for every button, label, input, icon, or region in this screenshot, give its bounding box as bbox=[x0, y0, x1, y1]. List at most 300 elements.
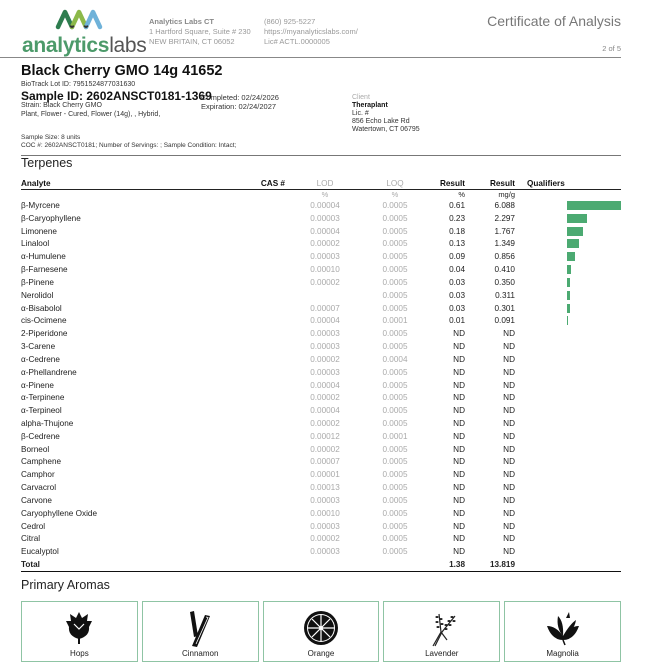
cas-number bbox=[234, 379, 285, 392]
analyte-name: α-Terpineol bbox=[21, 406, 62, 416]
unit-lod: % bbox=[321, 189, 329, 199]
qualifiers bbox=[515, 456, 567, 469]
result-mg: ND bbox=[503, 342, 515, 352]
analyte-name: β-Pinene bbox=[21, 277, 54, 287]
loq-value: 0.0005 bbox=[382, 277, 408, 287]
analyte-name: Limonene bbox=[21, 226, 57, 236]
coc-info: COC #: 2602ANSCT0181; Number of Servings: ; Sample Condition: Intact; bbox=[21, 142, 237, 149]
cas-number bbox=[234, 263, 285, 276]
result-bar-cell bbox=[567, 340, 621, 353]
qualifiers bbox=[515, 237, 567, 250]
aroma-label: Magnolia bbox=[546, 649, 579, 658]
cas-number bbox=[234, 366, 285, 379]
qualifiers bbox=[515, 353, 567, 366]
analyte-name: Carvone bbox=[21, 495, 52, 505]
result-mg: ND bbox=[503, 380, 515, 390]
cas-number bbox=[234, 417, 285, 430]
qualifiers bbox=[515, 481, 567, 494]
aroma-card-lavender bbox=[383, 601, 500, 662]
completed-date: Completed: 02/24/2026 bbox=[201, 93, 279, 102]
col-result-pct: Result bbox=[425, 178, 465, 189]
cas-number bbox=[234, 481, 285, 494]
result-bar-cell bbox=[567, 430, 621, 443]
client-name: Theraplant bbox=[352, 102, 388, 109]
lod-value: 0.00012 bbox=[310, 431, 340, 441]
result-mg: 0.311 bbox=[495, 290, 515, 300]
section-divider bbox=[21, 155, 621, 156]
qualifiers bbox=[515, 520, 567, 533]
loq-value: 0.0001 bbox=[382, 316, 408, 326]
cas-number bbox=[234, 276, 285, 289]
qualifiers bbox=[515, 417, 567, 430]
analyte-name: β-Farnesene bbox=[21, 265, 68, 275]
terpenes-section-title: Terpenes bbox=[21, 156, 73, 170]
qualifiers bbox=[515, 545, 567, 558]
lod-value: 0.00002 bbox=[310, 444, 340, 454]
cas-number bbox=[234, 353, 285, 366]
result-bar-cell bbox=[567, 199, 621, 212]
result-mg: 0.301 bbox=[494, 303, 515, 313]
loq-value: 0.0005 bbox=[382, 393, 408, 403]
lod-value: 0.00002 bbox=[310, 239, 340, 249]
analyte-name: 3-Carene bbox=[21, 342, 56, 352]
lod-value: 0.00002 bbox=[310, 418, 340, 428]
qualifiers bbox=[515, 225, 567, 238]
document-title: Certificate of Analysis bbox=[487, 13, 621, 29]
aroma-label: Hops bbox=[70, 649, 89, 658]
result-mg: ND bbox=[503, 495, 515, 505]
col-loq: LOQ bbox=[365, 178, 425, 189]
aroma-label: Cinnamon bbox=[181, 649, 219, 658]
loq-value: 0.0005 bbox=[382, 508, 408, 518]
qualifiers bbox=[515, 327, 567, 340]
loq-value: 0.0005 bbox=[382, 521, 408, 531]
table-row bbox=[21, 468, 621, 481]
lod-value: 0.00003 bbox=[310, 547, 340, 557]
table-header-row bbox=[21, 178, 621, 189]
result-bar-cell bbox=[567, 545, 621, 558]
result-bar-cell bbox=[567, 456, 621, 469]
loq-value: 0.0005 bbox=[382, 483, 408, 493]
loq-value: 0.0001 bbox=[382, 431, 408, 441]
cas-number bbox=[234, 289, 285, 302]
analyte-name: Borneol bbox=[21, 444, 50, 454]
loq-value: 0.0005 bbox=[382, 457, 408, 467]
strain-info bbox=[21, 102, 160, 119]
table-row bbox=[21, 225, 621, 238]
result-pct: ND bbox=[453, 495, 465, 505]
qualifiers bbox=[515, 276, 567, 289]
lod-value: 0.00004 bbox=[310, 316, 340, 326]
lab-address-line1: 1 Hartford Square, Suite # 230 bbox=[149, 27, 251, 36]
result-mg: ND bbox=[503, 393, 515, 403]
terpenes-table bbox=[21, 178, 621, 572]
lod-value: 0.00004 bbox=[310, 406, 340, 416]
result-pct: 0.13 bbox=[449, 239, 465, 249]
loq-value: 0.0005 bbox=[382, 470, 408, 480]
cas-number bbox=[234, 456, 285, 469]
result-bar-cell bbox=[567, 225, 621, 238]
analyte-name: Nerolidol bbox=[21, 290, 54, 300]
units-row bbox=[21, 189, 621, 199]
col-lod: LOD bbox=[285, 178, 365, 189]
loq-value: 0.0005 bbox=[382, 226, 408, 236]
analyte-name: alpha-Thujone bbox=[21, 418, 74, 428]
result-bar bbox=[567, 291, 570, 300]
lod-value: 0.00001 bbox=[310, 470, 340, 480]
result-bar-cell bbox=[567, 237, 621, 250]
table-row bbox=[21, 353, 621, 366]
aromas-list bbox=[21, 601, 621, 662]
analyte-name: 2-Piperidone bbox=[21, 329, 68, 339]
cas-number bbox=[234, 507, 285, 520]
lab-phone: (860) 925-5227 bbox=[264, 17, 316, 26]
lavender-icon bbox=[425, 610, 459, 648]
col-cas: CAS # bbox=[234, 178, 285, 189]
result-mg: 0.856 bbox=[494, 252, 515, 262]
result-pct: ND bbox=[453, 354, 465, 364]
result-mg: ND bbox=[503, 431, 515, 441]
lod-value: 0.00003 bbox=[310, 367, 340, 377]
analyte-name: Linalool bbox=[21, 239, 50, 249]
result-bar-cell bbox=[567, 507, 621, 520]
analyte-name: Citral bbox=[21, 534, 41, 544]
result-bar bbox=[567, 316, 568, 325]
loq-value: 0.0005 bbox=[382, 444, 408, 454]
qualifiers bbox=[515, 507, 567, 520]
sample-type: Plant, Flower - Cured, Flower (14g), , Hybrid, bbox=[21, 110, 161, 118]
total-loq bbox=[365, 558, 425, 571]
lod-value: 0.00004 bbox=[310, 380, 340, 390]
result-bar bbox=[567, 304, 570, 313]
result-mg: 2.297 bbox=[494, 213, 515, 223]
result-bar bbox=[567, 252, 575, 261]
lod-value: 0.00002 bbox=[310, 277, 340, 287]
loq-value: 0.0004 bbox=[382, 354, 408, 364]
lod-value: 0.00004 bbox=[310, 200, 340, 210]
result-bar bbox=[567, 278, 570, 287]
result-mg: ND bbox=[503, 457, 515, 467]
sample-size: Sample Size: 8 units bbox=[21, 134, 81, 141]
result-bar-cell bbox=[567, 379, 621, 392]
col-qualifiers: Qualifiers bbox=[515, 178, 567, 189]
header-divider bbox=[0, 57, 621, 58]
client-info bbox=[352, 94, 420, 134]
table-row bbox=[21, 417, 621, 430]
result-pct: ND bbox=[453, 380, 465, 390]
aromas-section-title: Primary Aromas bbox=[21, 578, 110, 592]
loq-value: 0.0005 bbox=[382, 329, 408, 339]
table-row bbox=[21, 545, 621, 558]
cas-number bbox=[234, 199, 285, 212]
loq-value: 0.0005 bbox=[382, 367, 408, 377]
result-bar-cell bbox=[567, 533, 621, 546]
total-qualifiers bbox=[515, 558, 567, 571]
magnolia-icon bbox=[544, 610, 582, 646]
result-bar-cell bbox=[567, 327, 621, 340]
result-bar-cell bbox=[567, 443, 621, 456]
cas-number bbox=[234, 443, 285, 456]
loq-value: 0.0005 bbox=[382, 534, 408, 544]
qualifiers bbox=[515, 340, 567, 353]
unit-result-pct: % bbox=[458, 189, 465, 199]
lab-name: Analytics Labs CT bbox=[149, 17, 215, 26]
loq-value: 0.0005 bbox=[382, 418, 408, 428]
cas-number bbox=[234, 314, 285, 327]
lod-value: 0.00010 bbox=[310, 265, 340, 275]
lod-value bbox=[285, 289, 365, 302]
result-pct: ND bbox=[453, 329, 465, 339]
result-bar bbox=[567, 227, 583, 236]
expiration-date: Expiration: 02/24/2027 bbox=[201, 102, 277, 111]
analyte-name: α-Cedrene bbox=[21, 354, 60, 364]
loq-value: 0.0005 bbox=[382, 200, 408, 210]
result-mg: ND bbox=[503, 329, 515, 339]
result-bar-cell bbox=[567, 263, 621, 276]
total-row bbox=[21, 558, 621, 571]
result-bar-cell bbox=[567, 404, 621, 417]
client-label: Client bbox=[352, 94, 370, 101]
result-mg: ND bbox=[503, 508, 515, 518]
lod-value: 0.00003 bbox=[310, 495, 340, 505]
logo-wordmark: analyticslabs bbox=[22, 34, 147, 57]
col-bar bbox=[567, 178, 621, 189]
analyte-name: β-Myrcene bbox=[21, 200, 60, 210]
table-row bbox=[21, 404, 621, 417]
total-mg: 13.819 bbox=[465, 558, 515, 571]
result-bar-cell bbox=[567, 494, 621, 507]
result-bar-cell bbox=[567, 481, 621, 494]
analyte-name: Eucalyptol bbox=[21, 547, 59, 557]
analyte-name: α-Terpinene bbox=[21, 393, 65, 403]
lod-value: 0.00002 bbox=[310, 354, 340, 364]
analyte-name: α-Bisabolol bbox=[21, 303, 62, 313]
result-pct: ND bbox=[453, 444, 465, 454]
col-result-mg: Result bbox=[465, 178, 515, 189]
result-bar-cell bbox=[567, 212, 621, 225]
lod-value: 0.00003 bbox=[310, 342, 340, 352]
unit-loq: % bbox=[391, 189, 399, 199]
table-row bbox=[21, 391, 621, 404]
total-lod bbox=[285, 558, 365, 571]
cas-number bbox=[234, 404, 285, 417]
cas-number bbox=[234, 533, 285, 546]
aroma-label: Lavender bbox=[425, 649, 459, 658]
client-license: Lic. # bbox=[352, 110, 369, 117]
table-row bbox=[21, 533, 621, 546]
qualifiers bbox=[515, 430, 567, 443]
lod-value: 0.00002 bbox=[310, 393, 340, 403]
result-bar-cell bbox=[567, 468, 621, 481]
strain-name: Strain: Black Cherry GMO bbox=[21, 102, 102, 109]
analyte-name: Carvacrol bbox=[21, 483, 57, 493]
result-pct: 0.09 bbox=[449, 252, 465, 262]
lod-value: 0.00003 bbox=[310, 252, 340, 262]
lab-license: Lic# ACTL.0000005 bbox=[264, 37, 330, 46]
result-mg: ND bbox=[503, 354, 515, 364]
analyte-name: α-Humulene bbox=[21, 252, 66, 262]
result-bar-cell bbox=[567, 314, 621, 327]
table-row bbox=[21, 289, 621, 302]
cas-number bbox=[234, 237, 285, 250]
result-pct: ND bbox=[453, 547, 465, 557]
table-row bbox=[21, 263, 621, 276]
table-row bbox=[21, 443, 621, 456]
cas-number bbox=[234, 302, 285, 315]
cas-number bbox=[234, 391, 285, 404]
result-pct: 0.03 bbox=[449, 303, 465, 313]
total-cas bbox=[234, 558, 285, 571]
result-mg: ND bbox=[503, 367, 515, 377]
qualifiers bbox=[515, 289, 567, 302]
result-pct: 0.04 bbox=[449, 265, 465, 275]
analyte-name: α-Phellandrene bbox=[21, 367, 77, 377]
lod-value: 0.00002 bbox=[310, 534, 340, 544]
result-pct: ND bbox=[453, 508, 465, 518]
result-bar-cell bbox=[567, 250, 621, 263]
cas-number bbox=[234, 545, 285, 558]
qualifiers bbox=[515, 468, 567, 481]
loq-value: 0.0005 bbox=[382, 252, 408, 262]
result-bar-cell bbox=[567, 302, 621, 315]
lod-value: 0.00004 bbox=[310, 226, 340, 236]
loq-value: 0.0005 bbox=[382, 303, 408, 313]
qualifiers bbox=[515, 533, 567, 546]
analyte-name: Cedrol bbox=[21, 521, 46, 531]
cas-number bbox=[234, 340, 285, 353]
table-row bbox=[21, 314, 621, 327]
biotrack-lot-id: BioTrack Lot ID: 7951524877031630 bbox=[21, 81, 136, 88]
result-mg: ND bbox=[503, 521, 515, 531]
qualifiers bbox=[515, 366, 567, 379]
result-mg: ND bbox=[503, 418, 515, 428]
total-label: Total bbox=[21, 558, 234, 571]
analyte-name: cis-Ocimene bbox=[21, 316, 67, 326]
product-title: Black Cherry GMO 14g 41652 bbox=[21, 63, 223, 79]
table-row bbox=[21, 237, 621, 250]
table-row bbox=[21, 520, 621, 533]
page-number: 2 of 5 bbox=[602, 44, 621, 53]
loq-value: 0.0005 bbox=[382, 213, 408, 223]
analytics-labs-logo bbox=[22, 8, 147, 60]
cas-number bbox=[234, 250, 285, 263]
cas-number bbox=[234, 468, 285, 481]
table-row bbox=[21, 302, 621, 315]
unit-result-mg: mg/g bbox=[498, 189, 515, 199]
result-pct: 0.03 bbox=[449, 290, 465, 300]
result-mg: 0.410 bbox=[494, 265, 515, 275]
lod-value: 0.00013 bbox=[310, 483, 340, 493]
result-pct: 0.03 bbox=[449, 277, 465, 287]
table-row bbox=[21, 366, 621, 379]
lod-value: 0.00007 bbox=[310, 303, 340, 313]
result-pct: ND bbox=[453, 393, 465, 403]
lod-value: 0.00010 bbox=[310, 508, 340, 518]
cas-number bbox=[234, 212, 285, 225]
result-mg: 1.767 bbox=[494, 226, 515, 236]
result-mg: ND bbox=[503, 470, 515, 480]
lod-value: 0.00007 bbox=[310, 457, 340, 467]
sample-dates bbox=[201, 93, 279, 111]
result-pct: 0.61 bbox=[449, 200, 465, 210]
table-row bbox=[21, 430, 621, 443]
qualifiers bbox=[515, 314, 567, 327]
analyte-name: β-Caryophyllene bbox=[21, 213, 81, 223]
result-pct: ND bbox=[453, 534, 465, 544]
total-pct: 1.38 bbox=[425, 558, 465, 571]
aroma-label: Orange bbox=[307, 649, 335, 658]
result-bar-cell bbox=[567, 366, 621, 379]
table-row bbox=[21, 494, 621, 507]
qualifiers bbox=[515, 199, 567, 212]
result-bar bbox=[567, 201, 621, 210]
result-mg: ND bbox=[503, 406, 515, 416]
col-analyte: Analyte bbox=[21, 178, 234, 189]
hops-icon bbox=[64, 610, 94, 646]
result-pct: 0.01 bbox=[449, 316, 465, 326]
logo-mark-icon bbox=[55, 8, 109, 30]
loq-value: 0.0005 bbox=[382, 342, 408, 352]
qualifiers bbox=[515, 494, 567, 507]
qualifiers bbox=[515, 404, 567, 417]
loq-value: 0.0005 bbox=[382, 495, 408, 505]
qualifiers bbox=[515, 379, 567, 392]
table-row bbox=[21, 327, 621, 340]
result-pct: ND bbox=[453, 521, 465, 531]
table-row bbox=[21, 250, 621, 263]
lab-info bbox=[149, 17, 251, 47]
cinnamon-icon bbox=[185, 610, 215, 648]
result-mg: 1.349 bbox=[494, 239, 515, 249]
aroma-card-cinnamon bbox=[142, 601, 259, 662]
analyte-name: β-Cedrene bbox=[21, 431, 60, 441]
table-row bbox=[21, 507, 621, 520]
loq-value: 0.0005 bbox=[382, 406, 408, 416]
result-bar-cell bbox=[567, 417, 621, 430]
lab-website-link[interactable]: https://myanalyticslabs.com/ bbox=[264, 27, 358, 36]
analyte-name: α-Pinene bbox=[21, 380, 54, 390]
table-row bbox=[21, 276, 621, 289]
cas-number bbox=[234, 430, 285, 443]
analyte-name: Caryophyllene Oxide bbox=[21, 508, 98, 518]
result-bar-cell bbox=[567, 520, 621, 533]
orange-icon bbox=[303, 610, 339, 646]
qualifiers bbox=[515, 302, 567, 315]
analyte-name: Camphor bbox=[21, 470, 55, 480]
result-pct: ND bbox=[453, 483, 465, 493]
cas-number bbox=[234, 327, 285, 340]
client-address-line1: 856 Echo Lake Rd bbox=[352, 118, 410, 125]
table-row bbox=[21, 212, 621, 225]
result-bar bbox=[567, 214, 587, 223]
result-mg: 0.091 bbox=[494, 316, 515, 326]
result-bar bbox=[567, 239, 579, 248]
result-pct: ND bbox=[453, 431, 465, 441]
result-bar-cell bbox=[567, 276, 621, 289]
result-mg: ND bbox=[503, 534, 515, 544]
result-pct: 0.23 bbox=[449, 213, 465, 223]
result-mg: ND bbox=[503, 444, 515, 454]
lab-contact bbox=[264, 17, 358, 47]
result-pct: ND bbox=[453, 418, 465, 428]
total-bar bbox=[567, 558, 621, 571]
result-pct: ND bbox=[453, 367, 465, 377]
lab-address-line2: NEW BRITAIN, CT 06052 bbox=[149, 37, 235, 46]
loq-value: 0.0005 bbox=[382, 265, 408, 275]
table-row bbox=[21, 199, 621, 212]
table-row bbox=[21, 379, 621, 392]
lod-value: 0.00003 bbox=[310, 521, 340, 531]
